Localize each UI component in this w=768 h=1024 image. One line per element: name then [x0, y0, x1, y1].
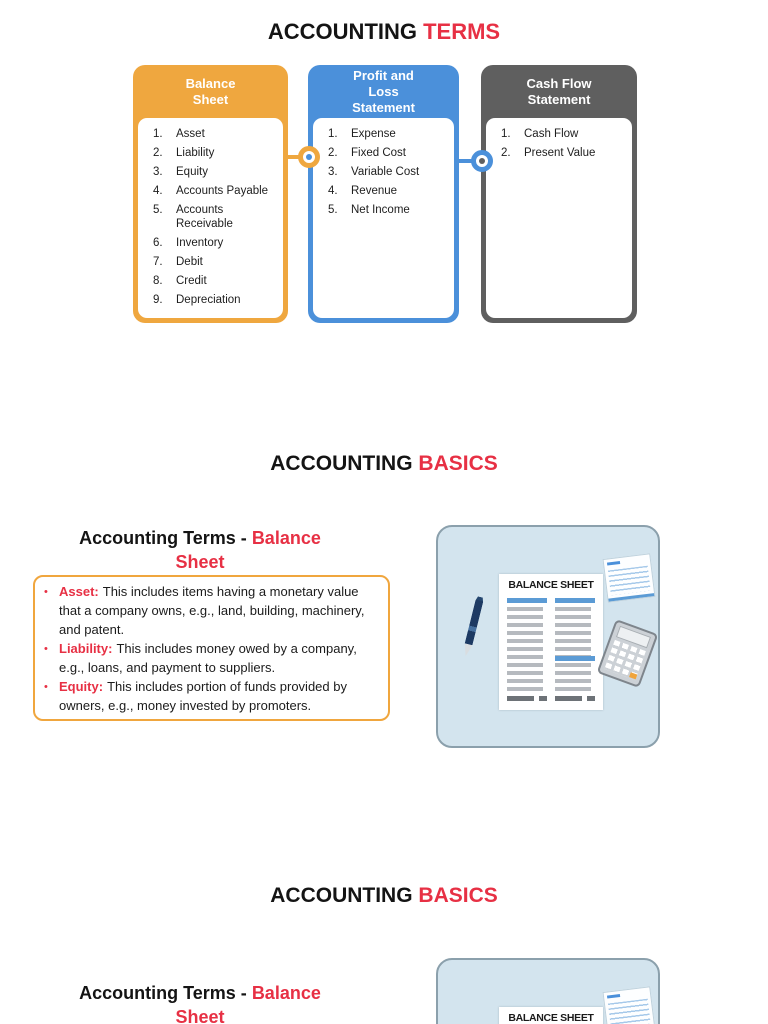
- card-profit-loss: [308, 65, 459, 323]
- column-subheader-bar: [555, 656, 595, 661]
- slide3-subheading: [60, 981, 340, 1024]
- bullet-text: [59, 582, 374, 639]
- column-total-bar: [555, 696, 582, 701]
- list-item: [328, 127, 449, 141]
- card-title-line: Profit and: [353, 67, 414, 83]
- calculator-icon: [597, 619, 659, 688]
- connector-dot: [479, 158, 485, 164]
- list-item: [153, 203, 278, 231]
- card-balance-sheet-header: [133, 65, 288, 118]
- card-profit-loss-header: [308, 65, 459, 118]
- column-header-bar: [507, 598, 547, 603]
- document-title: BALANCE SHEET: [508, 1012, 594, 1024]
- slide2-subheading: [60, 526, 340, 574]
- column-text-lines: [555, 607, 591, 693]
- document-column-right: [555, 598, 595, 701]
- list-item: [153, 274, 278, 288]
- item-number: 5.: [153, 204, 163, 216]
- item-label: Credit: [176, 275, 207, 287]
- column-header-bar: [555, 598, 595, 603]
- subheading-red: Balance Sheet: [175, 983, 321, 1024]
- item-number: 1.: [328, 128, 338, 140]
- item-label: Present Value: [524, 147, 596, 159]
- item-number: 1.: [501, 128, 511, 140]
- slide2-title: [0, 452, 768, 476]
- column-text-lines: [507, 607, 543, 693]
- item-label: Asset: [176, 128, 205, 140]
- card-cash-flow: [481, 65, 637, 323]
- item-number: 3.: [328, 166, 338, 178]
- list-item: [328, 165, 449, 179]
- item-number: 7.: [153, 256, 163, 268]
- slide2-title-red: BASICS: [418, 452, 498, 475]
- card-title-line: Statement: [527, 91, 591, 107]
- bullet-text: [59, 677, 374, 715]
- slide1-title-black: ACCOUNTING: [267, 19, 424, 44]
- card-cash-flow-header: [481, 65, 637, 118]
- item-number: 3.: [153, 166, 163, 178]
- slide1-title-red: TERMS: [423, 19, 501, 44]
- item-number: 6.: [153, 237, 163, 249]
- list-item: [153, 165, 278, 179]
- pen-icon: [462, 596, 485, 657]
- list-item: [328, 203, 449, 217]
- note-header: [607, 561, 620, 566]
- item-label: Cash Flow: [524, 128, 579, 140]
- list-item: [501, 127, 627, 141]
- note-lines: [608, 999, 651, 1024]
- item-number: 2.: [501, 147, 511, 159]
- bullet-dot: •: [44, 643, 48, 655]
- connector-ring-icon: [471, 150, 493, 172]
- item-number: 4.: [328, 185, 338, 197]
- card-title-line: Statement: [352, 99, 415, 115]
- list-item: [328, 184, 449, 198]
- subheading-black: Accounting Terms -: [79, 983, 252, 1003]
- bullet-body: This includes portion of funds provided by owners, e.g., money invested by promoters.: [59, 679, 347, 713]
- item-label: Revenue: [351, 185, 398, 197]
- bullet-body: This includes items having a monetary value that a company owns, e.g., land, building, machinery, and patent.: [59, 584, 365, 637]
- item-label: Accounts Receivable: [176, 204, 233, 230]
- bullet-dot: •: [44, 586, 48, 598]
- bullet-body: This includes money owed by a company, e.g., loans, and payment to suppliers.: [59, 641, 357, 675]
- item-label: Liability: [176, 147, 215, 159]
- subheading-black: Accounting Terms -: [79, 528, 252, 548]
- item-number: 9.: [153, 294, 163, 306]
- sticky-note-icon: [602, 553, 655, 603]
- column-total-bar: [507, 696, 534, 701]
- bullet-term: Asset:: [59, 584, 99, 599]
- item-label: Depreciation: [176, 294, 241, 306]
- card-title-line: Loss: [368, 83, 399, 99]
- slide3-title: [0, 884, 768, 908]
- column-total-value: [587, 696, 595, 701]
- card-balance-sheet-list: [138, 118, 283, 318]
- note-header: [607, 994, 620, 999]
- card-title-line: Cash Flow: [526, 75, 592, 91]
- list-item: [153, 184, 278, 198]
- sticky-note-icon: [602, 986, 655, 1024]
- item-number: 2.: [328, 147, 338, 159]
- card-balance-sheet: [133, 65, 288, 323]
- bullet-item: [44, 639, 374, 677]
- item-label: Fixed Cost: [351, 147, 406, 159]
- item-number: 8.: [153, 275, 163, 287]
- card-title-line: Sheet: [192, 91, 229, 107]
- list-item: [153, 293, 278, 307]
- connector-dot: [306, 154, 312, 160]
- list-item: [153, 236, 278, 250]
- bullet-item: [44, 677, 374, 715]
- slide3-title-red: BASICS: [418, 884, 498, 907]
- balance-sheet-illustration: [436, 525, 660, 748]
- list-item: [153, 127, 278, 141]
- item-label: Debit: [176, 256, 203, 268]
- card-cash-flow-list: [486, 118, 632, 318]
- bullet-term: Equity:: [59, 679, 104, 694]
- connector-ring-icon: [298, 146, 320, 168]
- bullet-item: [44, 582, 374, 639]
- list-item: [153, 255, 278, 269]
- document-column-left: [507, 598, 547, 701]
- item-number: 4.: [153, 185, 163, 197]
- balance-sheet-document: [499, 574, 603, 710]
- column-total-value: [539, 696, 547, 701]
- definitions-box: [33, 575, 390, 721]
- balance-sheet-illustration: [436, 958, 660, 1024]
- slide3-title-black: ACCOUNTING: [270, 884, 419, 907]
- item-label: Variable Cost: [351, 166, 420, 178]
- list-item: [153, 146, 278, 160]
- item-label: Inventory: [176, 237, 224, 249]
- card-profit-loss-list: [313, 118, 454, 318]
- document-title: BALANCE SHEET: [508, 579, 594, 591]
- bullet-text: [59, 639, 374, 677]
- item-label: Equity: [176, 166, 208, 178]
- bullet-term: Liability:: [59, 641, 113, 656]
- note-lines: [608, 566, 651, 596]
- item-number: 2.: [153, 147, 163, 159]
- item-label: Accounts Payable: [176, 185, 269, 197]
- list-item: [501, 146, 627, 160]
- item-number: 5.: [328, 204, 338, 216]
- card-title-line: Balance: [185, 75, 236, 91]
- item-label: Expense: [351, 128, 396, 140]
- item-number: 1.: [153, 128, 163, 140]
- list-item: [328, 146, 449, 160]
- balance-sheet-document: [499, 1007, 603, 1024]
- slide1-title: [0, 19, 768, 45]
- slide2-title-black: ACCOUNTING: [270, 452, 419, 475]
- bullet-dot: •: [44, 681, 48, 693]
- item-label: Net Income: [351, 204, 410, 216]
- subheading-red: Balance Sheet: [175, 528, 321, 572]
